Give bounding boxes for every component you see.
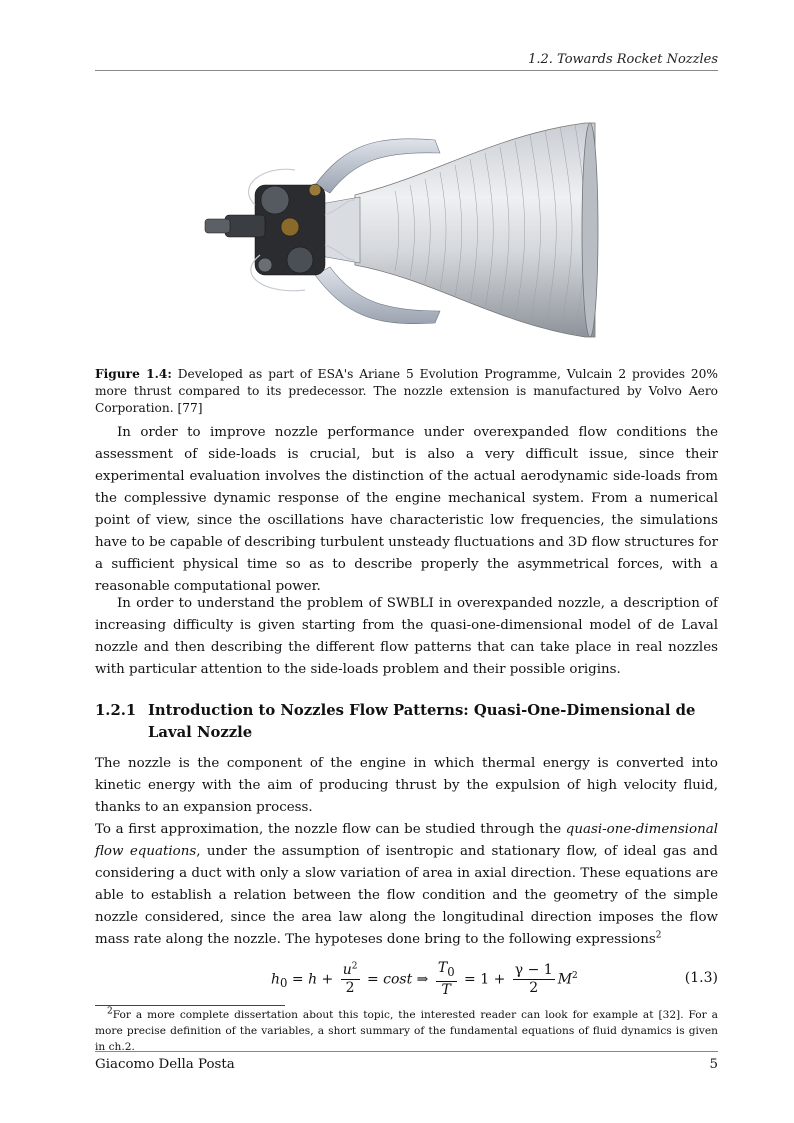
eq-frac2-num: T	[437, 960, 448, 976]
section-heading	[95, 700, 718, 744]
eq-frac1-den: 2	[345, 979, 355, 996]
section-number: 1.2.1	[95, 702, 137, 719]
eq-frac-gamma	[513, 962, 555, 997]
figure-caption-text: Developed as part of ESA's Ariane 5 Evolution Programme, Vulcain 2 provides 20% more thrust compared to its predecessor. The nozzle extension is manufactured by Volvo Aero Corporation. [77]	[95, 367, 718, 415]
eq-frac1-num-sup: 2	[351, 961, 358, 972]
eq-frac3-num: γ − 1	[514, 961, 553, 978]
paragraph-side-loads: In order to improve nozzle performance under overexpanded flow conditions the assessment of side-loads is crucial, but is also a very difficult issue, since their experimental evaluation involves the distinction of the actual aerodynamic side-loads from the complessive dynamic response of the engine mechanical system. From a numerical point of view, since the oscillations have characteristic low frequencies, the simulations have to be capable of describing turbulent unsteady fluctuations and 3D flow structures for a sufficient physical time so as to describe properly the asymmetrical forces, with a reasonable computational power.	[95, 425, 718, 594]
footnote	[95, 1007, 718, 1055]
eq-frac1-num: u	[342, 961, 352, 978]
equation-body	[271, 960, 578, 999]
equation-number: (1.3)	[684, 970, 718, 986]
header-rule	[95, 70, 718, 71]
para4-italic: quasi-one-dimensional flow equations	[95, 822, 718, 859]
footer-rule	[95, 1051, 718, 1052]
eq-part3: = 1 +	[459, 971, 510, 988]
equation-1-3	[95, 960, 718, 998]
rocket-engine-figure	[195, 115, 615, 345]
paragraph-nozzle-definition: The nozzle is the component of the engine in which thermal energy is converted into kinetic energy with the aim of producing thrust by the expulsion of high velocity fluid, thanks to an expansion process.	[95, 756, 718, 815]
running-head: 1.2. Towards Rocket Nozzles	[528, 52, 718, 67]
section-title: Introduction to Nozzles Flow Patterns: Quasi-One-Dimensional de Laval Nozzle	[148, 702, 696, 741]
figure-caption	[95, 366, 718, 417]
eq-part1: = h +	[287, 971, 338, 988]
eq-frac3-den: 2	[529, 979, 539, 996]
footnote-rule	[95, 1005, 285, 1006]
footnote-mark: 2	[107, 1006, 113, 1017]
para4-end: , under the assumption of isentropic and stationary flow, of ideal gas and considering a duct with only a slow variation of area in axial direction. These equations are able to establish a relation between the flow condition and the geometry of the simple nozzle considered, since the area law along the longitudinal direction imposes the flow mass rate along the nozzle. The hypoteses done bring to the following expressions	[95, 844, 718, 947]
eq-frac-t0	[436, 960, 457, 999]
footer-author: Giacomo Della Posta	[95, 1057, 235, 1072]
eq-part2: = cost ⇒	[362, 971, 433, 988]
eq-frac2-den: T	[441, 981, 451, 998]
eq-frac-u2	[341, 962, 360, 997]
eq-lhs: h	[271, 971, 281, 988]
footnote-ref: 2	[655, 930, 662, 941]
nozzle-exit-rim	[582, 123, 598, 337]
para4-start: To a first approximation, the nozzle flow can be studied through the	[95, 822, 566, 837]
page-number: 5	[709, 1057, 718, 1072]
eq-lhs-sub: 0	[280, 976, 288, 991]
eq-tail-sup: 2	[572, 970, 578, 981]
eq-frac2-num-sub: 0	[447, 964, 455, 979]
engine-machinery	[205, 184, 325, 275]
figure-label: Figure 1.4:	[95, 367, 172, 381]
paragraph-quasi-1d	[95, 819, 718, 951]
footnote-text: For a more complete dissertation about this topic, the interested reader can look for example at [32]. For a more precise definition of the variables, a short summary of the fundamental equations of fluid dynamics is given in ch.2.	[95, 1009, 718, 1053]
eq-tail: M	[557, 971, 573, 988]
paragraph-swbli: In order to understand the problem of SWBLI in overexpanded nozzle, a description of increasing difficulty is given starting from the quasi-one-dimensional model of de Laval nozzle and then describing the different flow patterns that can take place in real nozzles with particular attention to the side-loads problem and their possible origins.	[95, 596, 718, 677]
